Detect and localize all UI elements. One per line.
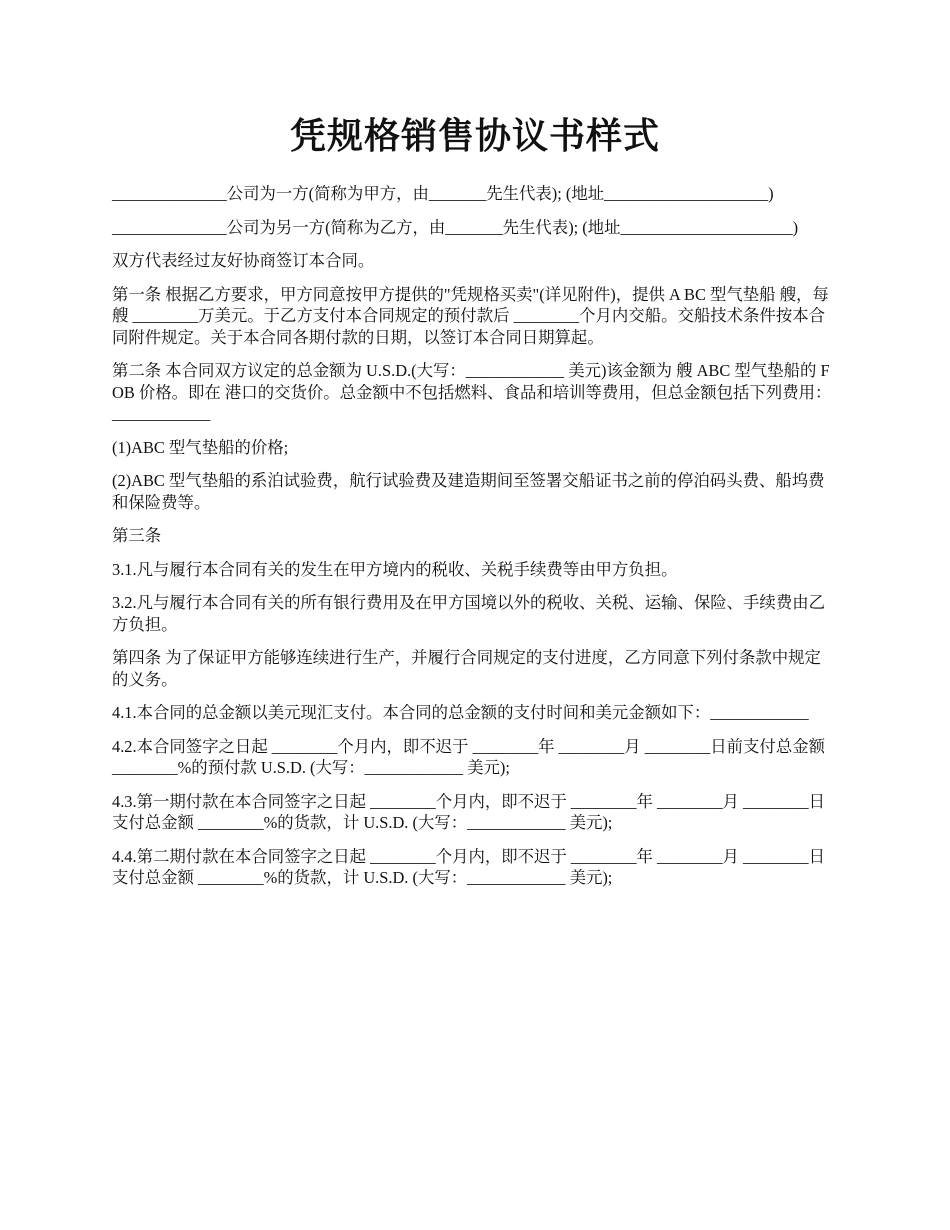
clause-3-2: 3.2.凡与履行本合同有关的所有银行费用及在甲方国境以外的税收、关税、运输、保险、手续费由乙方负担。 [112,593,825,634]
clause-4-3: 4.3.第一期付款在本合同签字之日起 ________个月内，即不迟于 ________年 ________月 ________日支付总金额 ________%的货款，计 U.S.D. (大写：____________ 美元); [112,791,825,832]
document-body [112,183,834,901]
clause-3-1: 3.1.凡与履行本合同有关的发生在甲方境内的税收、关税手续费等由甲方负担。 [112,559,678,579]
article-3-heading: 第三条 [112,526,162,545]
article-2-paragraph: 第二条 本合同双方议定的总金额为 U.S.D.(大写：____________ 美元)该金额为 艘 ABC 型气垫船的 FOB 价格。即在 港口的交货价。总金额中不包括燃料、食品和培训等费用，但总金额包括下列费用：____________ [112,361,832,423]
party-a-paragraph: ______________公司为一方(简称为甲方，由_______先生代表); (地址____________________) [112,184,774,203]
clause-4-1: 4.1.本合同的总金额以美元现汇支付。本合同的总金额的支付时间和美元金额如下：____________ [112,703,809,722]
clause-4-4: 4.4.第二期付款在本合同签字之日起 ________个月内，即不迟于 ________年 ________月 ________日支付总金额 ________%的货款，计 U.S.D. (大写：____________ 美元); [112,846,825,887]
article-4-paragraph: 第四条 为了保证甲方能够连续进行生产，并履行合同规定的支付进度，乙方同意下列付条款中规定的义务。 [112,648,821,689]
document-title: 凭规格销售协议书样式 [289,116,660,156]
intro-paragraph: 双方代表经过友好协商签订本合同。 [112,251,375,270]
article-1-paragraph: 第一条 根据乙方要求，甲方同意按甲方提供的"凭规格买卖"(详见附件)，提供 A BC 型气垫船 艘，每艘 ________万美元。于乙方支付本合同规定的预付款后 ________个月内交船。交船技术条件按本合同附件规定。关于本合同各期付款的日期，以签订本合同日期算起。 [112,284,829,347]
clause-4-2: 4.2.本合同签字之日起 ________个月内，即不迟于 ________年 ________月 ________日前支付总金额 ________%的预付款 U.S.D. (大写：____________ 美元); [112,736,825,777]
article-2-item-1: (1)ABC 型气垫船的价格; [112,437,289,457]
article-2-item-2: (2)ABC 型气垫船的系泊试验费，航行试验费及建造期间至签署交船证书之前的停泊码头费、船坞费和保险费等。 [112,471,825,512]
party-b-paragraph: ______________公司为另一方(简称为乙方，由_______先生代表); (地址_____________________) [112,217,799,237]
